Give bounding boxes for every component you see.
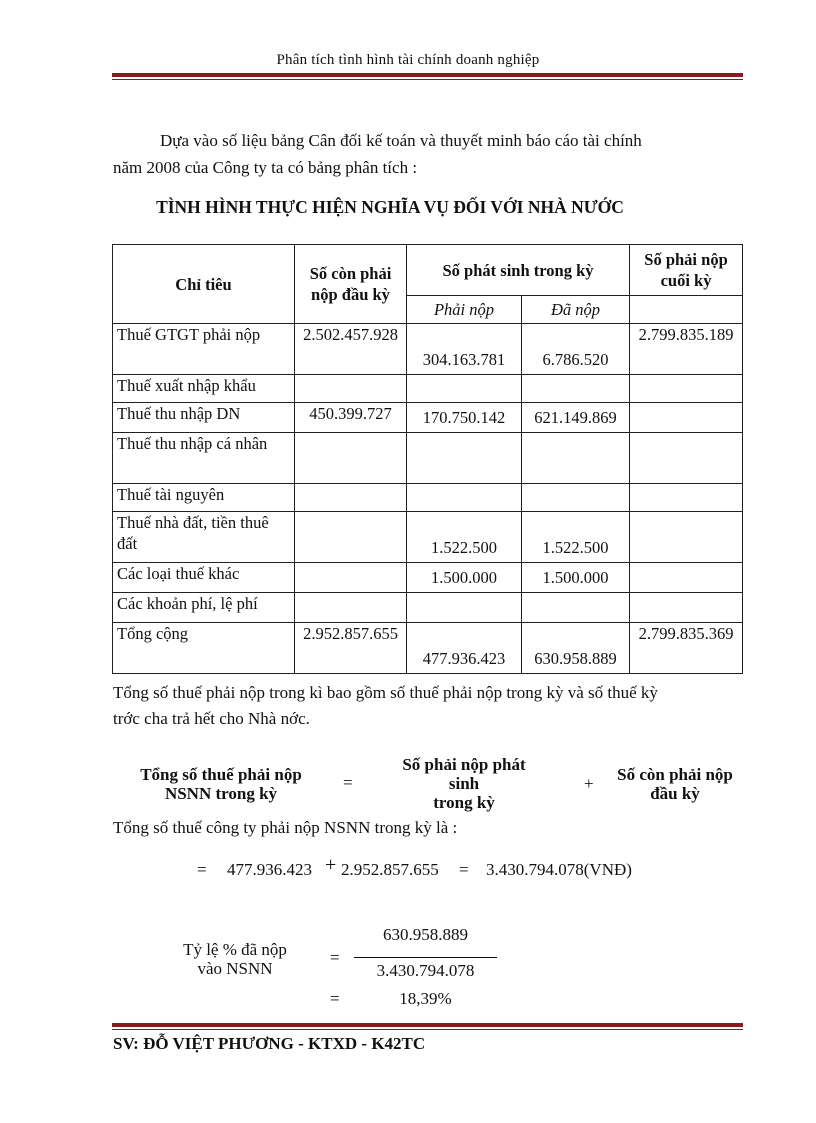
total-result: 3.430.794.078(VNĐ) bbox=[486, 860, 632, 879]
ratio-numerator: 630.958.889 bbox=[383, 925, 468, 944]
row-payable: 304.163.781 bbox=[407, 324, 522, 375]
table-row bbox=[113, 484, 743, 512]
header-payable: Phải nộp bbox=[407, 296, 522, 324]
row-opening bbox=[295, 433, 407, 484]
total-value-a: 477.936.423 bbox=[227, 860, 312, 879]
formula-mid-line-3: trong kỳ bbox=[433, 793, 495, 812]
table-title: TÌNH HÌNH THỰC HIỆN NGHĨA VỤ ĐỐI VỚI NHÀ NƯỚC bbox=[156, 197, 624, 217]
row-indicator: Thuế GTGT phải nộp bbox=[113, 324, 295, 375]
formula-right bbox=[606, 765, 744, 803]
footer-rule bbox=[112, 1023, 743, 1030]
ratio-label bbox=[170, 940, 300, 978]
note-line-2: trớc cha trả hết cho Nhà nớc. bbox=[113, 709, 310, 728]
formula-right-line-1: Số còn phải nộp bbox=[617, 765, 733, 784]
row-paid: 1.500.000 bbox=[522, 563, 630, 593]
row-closing: 2.799.835.369 bbox=[630, 623, 743, 674]
row-payable bbox=[407, 433, 522, 484]
row-indicator: Các khoản phí, lệ phí bbox=[113, 593, 295, 623]
row-indicator: Thuế thu nhập DN bbox=[113, 403, 295, 433]
table-row bbox=[113, 623, 743, 674]
row-opening: 2.502.457.928 bbox=[295, 324, 407, 375]
intro-line-1: Dựa vào số liệu bảng Cân đối kế toán và thuyết minh báo cáo tài chính bbox=[160, 131, 642, 150]
row-indicator: Tổng cộng bbox=[113, 623, 295, 674]
row-indicator: Các loại thuế khác bbox=[113, 563, 295, 593]
header-paid: Đã nộp bbox=[522, 296, 630, 324]
header-closing: Số phải nộp cuối kỳ bbox=[630, 245, 743, 296]
row-payable bbox=[407, 484, 522, 512]
formula-plus: + bbox=[584, 774, 594, 793]
page-header-title: Phân tích tình hình tài chính doanh nghiệp bbox=[276, 52, 540, 68]
row-opening bbox=[295, 593, 407, 623]
row-opening bbox=[295, 375, 407, 403]
row-closing bbox=[630, 512, 743, 563]
intro-line-2: năm 2008 của Công ty ta có bảng phân tích : bbox=[113, 158, 418, 177]
table-row bbox=[113, 375, 743, 403]
row-paid bbox=[522, 433, 630, 484]
header-closing-blank bbox=[630, 296, 743, 324]
row-indicator: Thuế xuất nhập khẩu bbox=[113, 375, 295, 403]
formula-left bbox=[122, 765, 320, 803]
row-opening: 450.399.727 bbox=[295, 403, 407, 433]
row-payable: 1.522.500 bbox=[407, 512, 522, 563]
tax-obligation-table bbox=[112, 244, 743, 674]
table-row bbox=[113, 324, 743, 375]
footer-student: SV: ĐỖ VIỆT PHƯƠNG - KTXD - K42TC bbox=[113, 1034, 426, 1053]
header-indicator: Chỉ tiêu bbox=[113, 245, 295, 324]
formula-middle bbox=[380, 755, 548, 812]
row-payable: 1.500.000 bbox=[407, 563, 522, 593]
row-closing bbox=[630, 563, 743, 593]
row-opening: 2.952.857.655 bbox=[295, 623, 407, 674]
formula-equals: = bbox=[343, 773, 353, 792]
row-closing bbox=[630, 433, 743, 484]
row-payable: 477.936.423 bbox=[407, 623, 522, 674]
fraction-bar bbox=[354, 957, 497, 958]
note-line-1: Tổng số thuế phải nộp trong kì bao gồm số thuế phải nộp trong kỳ và số thuế kỳ bbox=[113, 683, 658, 702]
formula-left-line-2: NSNN trong kỳ bbox=[164, 784, 278, 803]
row-closing: 2.799.835.189 bbox=[630, 324, 743, 375]
ratio-equals-1: = bbox=[330, 948, 340, 967]
formula-mid-line-1: Số phải nộp phát bbox=[402, 755, 526, 774]
ratio-denominator: 3.430.794.078 bbox=[376, 961, 475, 980]
row-paid: 6.786.520 bbox=[522, 324, 630, 375]
total-value-b: 2.952.857.655 bbox=[341, 860, 439, 879]
formula-mid-line-2: sinh bbox=[448, 774, 480, 793]
total-intro: Tổng số thuế công ty phải nộp NSNN trong kỳ là : bbox=[113, 818, 458, 837]
row-paid: 621.149.869 bbox=[522, 403, 630, 433]
formula-left-line-1: Tổng số thuế phải nộp bbox=[140, 765, 302, 784]
total-plus: + bbox=[325, 854, 337, 876]
row-indicator: Thuế thu nhập cá nhân bbox=[113, 433, 295, 484]
header-period: Số phát sinh trong kỳ bbox=[407, 245, 630, 296]
row-indicator: Thuế tài nguyên bbox=[113, 484, 295, 512]
table-row bbox=[113, 563, 743, 593]
ratio-label-line-1: Tỷ lệ % đã nộp bbox=[183, 940, 287, 959]
row-indicator: Thuế nhà đất, tiền thuê đất bbox=[113, 512, 295, 563]
ratio-result: 18,39% bbox=[399, 989, 452, 1008]
total-equals-1: = bbox=[197, 860, 207, 879]
row-payable bbox=[407, 593, 522, 623]
ratio-equals-2: = bbox=[330, 989, 340, 1008]
total-equals-2: = bbox=[459, 860, 469, 879]
row-paid bbox=[522, 593, 630, 623]
row-closing bbox=[630, 484, 743, 512]
table-header-row bbox=[113, 245, 743, 296]
row-paid: 1.522.500 bbox=[522, 512, 630, 563]
row-opening bbox=[295, 563, 407, 593]
header-rule bbox=[112, 73, 743, 80]
row-closing bbox=[630, 403, 743, 433]
row-paid bbox=[522, 375, 630, 403]
ratio-label-line-2: vào NSNN bbox=[197, 959, 273, 978]
table-row bbox=[113, 403, 743, 433]
row-payable: 170.750.142 bbox=[407, 403, 522, 433]
table-row bbox=[113, 433, 743, 484]
row-paid: 630.958.889 bbox=[522, 623, 630, 674]
row-opening bbox=[295, 484, 407, 512]
row-opening bbox=[295, 512, 407, 563]
row-closing bbox=[630, 593, 743, 623]
table-row bbox=[113, 512, 743, 563]
formula-right-line-2: đầu kỳ bbox=[650, 784, 700, 803]
row-payable bbox=[407, 375, 522, 403]
header-opening: Số còn phải nộp đầu kỳ bbox=[295, 245, 407, 324]
table-row bbox=[113, 593, 743, 623]
row-closing bbox=[630, 375, 743, 403]
row-paid bbox=[522, 484, 630, 512]
